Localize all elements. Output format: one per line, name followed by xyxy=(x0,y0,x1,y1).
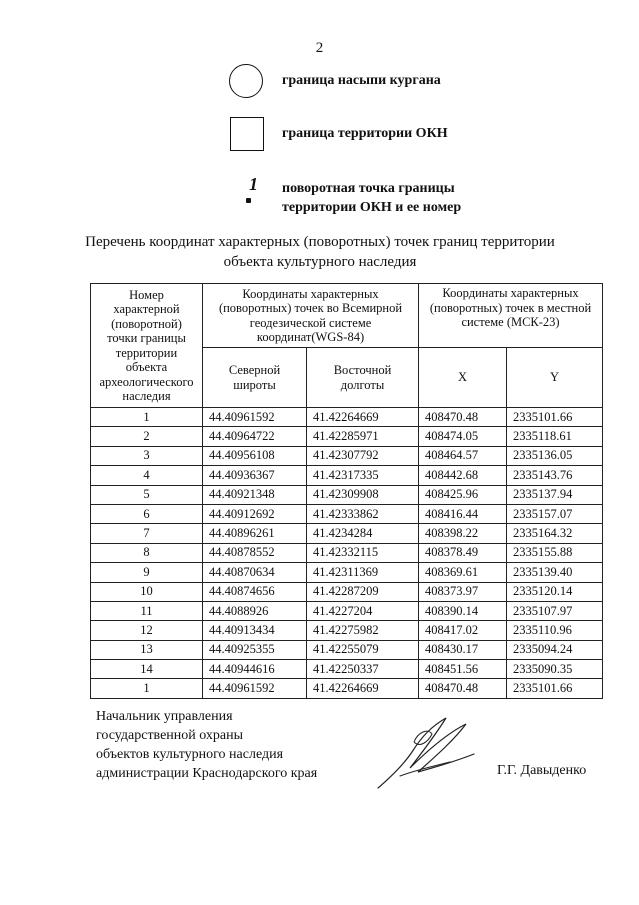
longitude-cell: 41.42287209 xyxy=(307,582,419,601)
table-row xyxy=(91,543,603,562)
legend-point-label-2: территории ОКН и ее номер xyxy=(282,200,462,215)
point-number-cell: 4 xyxy=(91,466,203,485)
x-cell: 408464.57 xyxy=(419,446,507,465)
point-number-cell: 12 xyxy=(91,621,203,640)
x-cell: 408417.02 xyxy=(419,621,507,640)
signatory-line-4: администрации Краснодарского края xyxy=(96,766,318,781)
x-cell: 408373.97 xyxy=(419,582,507,601)
longitude-cell: 41.42264669 xyxy=(307,408,419,427)
longitude-cell: 41.4227204 xyxy=(307,601,419,620)
table-row xyxy=(91,504,603,523)
header-y: Y xyxy=(507,348,603,408)
point-number-cell: 13 xyxy=(91,640,203,659)
table-row xyxy=(91,446,603,465)
latitude-cell: 44.40913434 xyxy=(203,621,307,640)
title-line-2: объекта культурного наследия xyxy=(223,254,417,270)
circle-legend-icon xyxy=(229,64,263,98)
y-cell: 2335094.24 xyxy=(507,640,603,659)
table-row xyxy=(91,679,603,698)
table-row xyxy=(91,408,603,427)
legend-point-number: 1 xyxy=(249,174,258,194)
legend-point-label-1: поворотная точка границы xyxy=(282,181,455,196)
y-cell: 2335120.14 xyxy=(507,582,603,601)
table-row xyxy=(91,640,603,659)
x-cell: 408425.96 xyxy=(419,485,507,504)
point-number-cell: 1 xyxy=(91,679,203,698)
table-row xyxy=(91,485,603,504)
y-cell: 2335101.66 xyxy=(507,408,603,427)
x-cell: 408451.56 xyxy=(419,660,507,679)
x-cell: 408390.14 xyxy=(419,601,507,620)
table-row xyxy=(91,601,603,620)
longitude-cell: 41.42317335 xyxy=(307,466,419,485)
table-row xyxy=(91,660,603,679)
y-cell: 2335110.96 xyxy=(507,621,603,640)
page-number: 2 xyxy=(315,40,324,56)
x-cell: 408430.17 xyxy=(419,640,507,659)
title-line-1: Перечень координат характерных (поворотных) точек границ территории xyxy=(85,234,555,250)
point-number-cell: 11 xyxy=(91,601,203,620)
point-number-cell: 1 xyxy=(91,408,203,427)
x-cell: 408398.22 xyxy=(419,524,507,543)
latitude-cell: 44.40936367 xyxy=(203,466,307,485)
longitude-cell: 41.42333862 xyxy=(307,504,419,523)
y-cell: 2335136.05 xyxy=(507,446,603,465)
latitude-cell: 44.40921348 xyxy=(203,485,307,504)
latitude-cell: 44.40964722 xyxy=(203,427,307,446)
header-msk23: Координаты характерных (поворотных) точек в местной системе (МСК-23) xyxy=(419,284,603,348)
y-cell: 2335137.94 xyxy=(507,485,603,504)
x-cell: 408470.48 xyxy=(419,679,507,698)
longitude-cell: 41.42264669 xyxy=(307,679,419,698)
x-cell: 408470.48 xyxy=(419,408,507,427)
longitude-cell: 41.42311369 xyxy=(307,563,419,582)
point-number-cell: 8 xyxy=(91,543,203,562)
x-cell: 408474.05 xyxy=(419,427,507,446)
latitude-cell: 44.40896261 xyxy=(203,524,307,543)
coordinates-table xyxy=(90,283,603,699)
latitude-cell: 44.40925355 xyxy=(203,640,307,659)
longitude-cell: 41.42309908 xyxy=(307,485,419,504)
header-x: X xyxy=(419,348,507,408)
longitude-cell: 41.42275982 xyxy=(307,621,419,640)
point-number-cell: 7 xyxy=(91,524,203,543)
y-cell: 2335157.07 xyxy=(507,504,603,523)
legend-mound-label: граница насыпи кургана xyxy=(282,73,441,88)
document-title xyxy=(40,232,600,272)
y-cell: 2335139.40 xyxy=(507,563,603,582)
latitude-cell: 44.40874656 xyxy=(203,582,307,601)
latitude-cell: 44.40961592 xyxy=(203,408,307,427)
latitude-cell: 44.4088926 xyxy=(203,601,307,620)
signatory-line-2: государственной охраны xyxy=(96,728,244,743)
y-cell: 2335164.32 xyxy=(507,524,603,543)
longitude-cell: 41.42285971 xyxy=(307,427,419,446)
signatory-line-3: объектов культурного наследия xyxy=(96,747,284,762)
y-cell: 2335107.97 xyxy=(507,601,603,620)
point-number-cell: 6 xyxy=(91,504,203,523)
header-longitude: Восточной долготы xyxy=(307,348,419,408)
y-cell: 2335090.35 xyxy=(507,660,603,679)
point-number-cell: 10 xyxy=(91,582,203,601)
point-number-cell: 9 xyxy=(91,563,203,582)
table-row xyxy=(91,563,603,582)
handwritten-signature xyxy=(370,712,480,792)
y-cell: 2335143.76 xyxy=(507,466,603,485)
point-number-cell: 3 xyxy=(91,446,203,465)
y-cell: 2335155.88 xyxy=(507,543,603,562)
signatory-line-1: Начальник управления xyxy=(96,709,233,724)
point-number-cell: 5 xyxy=(91,485,203,504)
y-cell: 2335118.61 xyxy=(507,427,603,446)
latitude-cell: 44.40961592 xyxy=(203,679,307,698)
y-cell: 2335101.66 xyxy=(507,679,603,698)
signatory-position xyxy=(96,707,317,783)
header-wgs84: Координаты характерных (поворотных) точек во Всемирной геодезической системе координат(WGS-84) xyxy=(203,284,419,348)
x-cell: 408378.49 xyxy=(419,543,507,562)
x-cell: 408442.68 xyxy=(419,466,507,485)
longitude-cell: 41.42255079 xyxy=(307,640,419,659)
square-legend-icon xyxy=(230,117,264,151)
x-cell: 408416.44 xyxy=(419,504,507,523)
table-row xyxy=(91,621,603,640)
longitude-cell: 41.4234284 xyxy=(307,524,419,543)
longitude-cell: 41.42332115 xyxy=(307,543,419,562)
latitude-cell: 44.40912692 xyxy=(203,504,307,523)
table-row xyxy=(91,524,603,543)
x-cell: 408369.61 xyxy=(419,563,507,582)
legend-territory-label: граница территории ОКН xyxy=(282,126,448,141)
header-point-number: Номер характерной (поворотной) точки границы территории объекта археологического наследия xyxy=(91,284,203,408)
table-row xyxy=(91,582,603,601)
latitude-cell: 44.40878552 xyxy=(203,543,307,562)
table-row xyxy=(91,427,603,446)
point-number-cell: 2 xyxy=(91,427,203,446)
longitude-cell: 41.42250337 xyxy=(307,660,419,679)
latitude-cell: 44.40944616 xyxy=(203,660,307,679)
header-latitude: Северной широты xyxy=(203,348,307,408)
latitude-cell: 44.40956108 xyxy=(203,446,307,465)
table-row xyxy=(91,466,603,485)
longitude-cell: 41.42307792 xyxy=(307,446,419,465)
signatory-name: Г.Г. Давыденко xyxy=(497,763,587,778)
point-number-cell: 14 xyxy=(91,660,203,679)
turning-point-icon xyxy=(246,198,251,203)
latitude-cell: 44.40870634 xyxy=(203,563,307,582)
